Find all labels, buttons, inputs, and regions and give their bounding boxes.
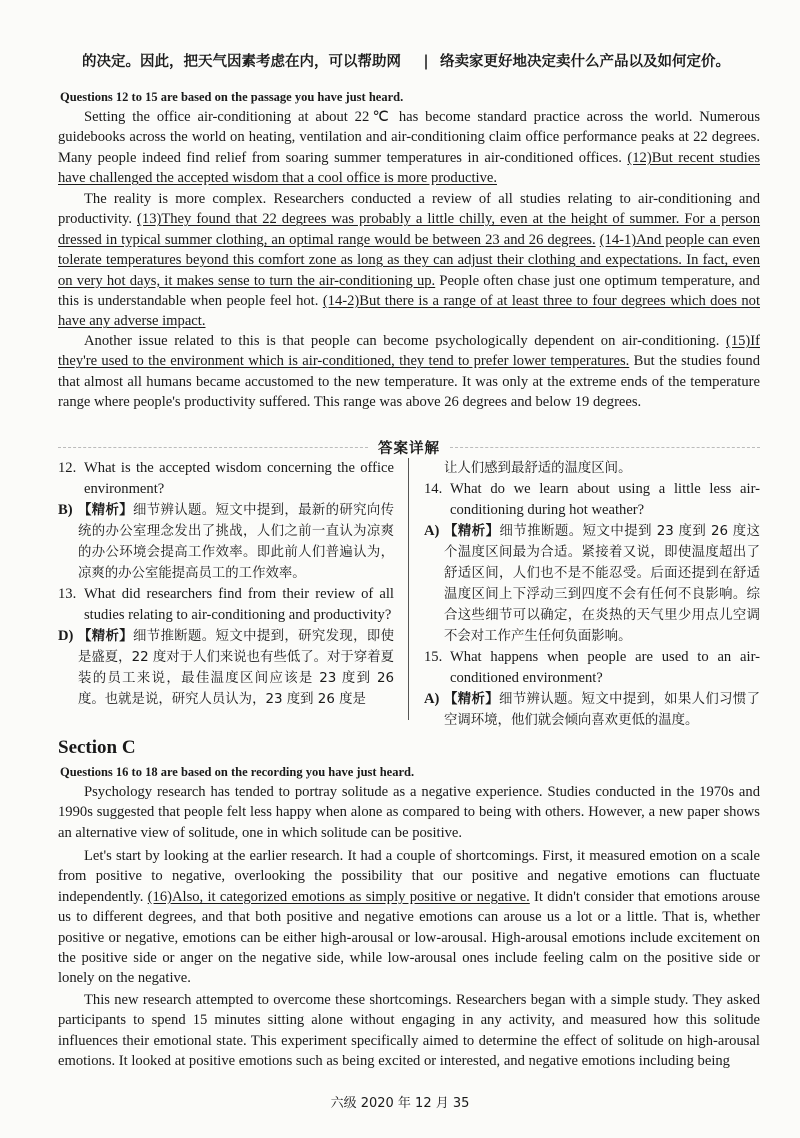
divider-line-right (450, 447, 760, 448)
analysis-text: 细节推断题。短文中提到 23 度到 26 度这个温度区间最为合适。紧接着又说，即使温度超出了舒适区间，人们也不是不能忍受。后面还提到在舒适温度区间上下浮动三到四度不会有任何不良影响。综合这些细节可以确定，在炎热的天气里少用点儿空调不会对工作产生任何负面影响。 (444, 524, 760, 644)
analysis-tag: 【精析】 (444, 524, 500, 539)
question-text: What did researchers find from their review of all studies relating to air-conditioning and productivity? (84, 586, 394, 623)
passage-paragraph-2 (58, 189, 760, 332)
answer-key-12: (12)But recent studies have challenged the accepted wisdom that a cool office is more productive. (58, 149, 760, 187)
p3-s2: But the studies found that almost all humans became accustomed to the new temperature. It was only at the extreme ends of the temperature range where people's productivity suffered. This range was above 26 degrees and below 19 degrees. (58, 353, 760, 411)
top-line-right: 络卖家更好地决定卖什么产品以及如何定价。 (440, 53, 730, 70)
analysis-text: 细节辨认题。短文中提到，如果人们习惯了空调环境，他们就会倾向喜欢更低的温度。 (444, 692, 761, 728)
top-line-separator: | (423, 53, 429, 70)
section-c-heading: Questions 16 to 18 are based on the recording you have just heard. (60, 765, 415, 779)
question-number: 15. (424, 649, 443, 665)
recording-p3-text: This new research attempted to overcome these shortcomings. Researchers began with a simple study. They asked participants to spend 15 minutes sitting alone without engaging in any activity, and measured how this solitude influences their emotional state. This experiment specifically aimed to determine the effect of solitude on high-arousal emotions. It looked at positive emotions such as being excited or interested, and negative emotions including being (58, 992, 760, 1070)
top-line-left: 的决定。因此，把天气因素考虑在内，可以帮助网 (82, 53, 401, 70)
rp2-s1: Let's start by looking at the earlier research. It had a couple of shortcomings. First, it measured emotion on a scale from positive to negative, overlooking the possibility that our positive and negative emotions can fluctuate independently. (58, 848, 760, 905)
question-number: 13. (58, 586, 77, 602)
answer-letter: B) (58, 502, 73, 518)
question-text: What is the accepted wisdom concerning the office environment? (84, 460, 394, 497)
rp2-s2: It didn't consider that emotions arouse us to different degrees, and that both positive and negative emotions can arouse us a lot or a little. That is, whether positive or negative, emotions can be either high-arousal or low-arousal. High-arousal emotions include excitement on the positive side or anger on the negative side, while low-arousal ones include feeling calm on the positive side or lonely on the negative. (58, 888, 760, 987)
analysis-tag: 【精析】 (78, 503, 134, 518)
answer-14 (424, 521, 760, 647)
question-15 (424, 647, 760, 689)
question-text: What do we learn about using a little less air-conditioning during hot weather? (450, 481, 760, 518)
p2-s2: People often chase just one optimum temperature, and this is understandable when people feel hot. (58, 272, 760, 310)
recording-paragraph-1 (58, 782, 760, 843)
recording-paragraph-3 (58, 990, 760, 1072)
passage-paragraph-1 (58, 107, 760, 189)
analysis-tag: 【精析】 (78, 629, 134, 644)
question-12 (58, 458, 394, 500)
answer-12 (58, 500, 394, 584)
p3-s1: Another issue related to this is that people can become psychologically dependent on air-conditioning. (84, 333, 726, 349)
question-14 (424, 479, 760, 521)
analysis-text-continued: 让人们感到最舒适的温度区间。 (444, 461, 632, 476)
answer-section-title: 答案详解 (378, 440, 440, 457)
answer-letter: A) (424, 691, 440, 707)
answer-letter: D) (58, 628, 74, 644)
answer-columns (58, 458, 760, 731)
answer-key-16: (16)Also, it categorized emotions as simply positive or negative. (147, 888, 530, 905)
answer-letter: A) (424, 523, 440, 539)
divider-line-left (58, 447, 368, 448)
section-c-title: Section C (58, 737, 136, 758)
answer-key-14-2: (14-2)But there is a range of at least three to four degrees which does not have any adverse impact. (58, 293, 760, 330)
question-number: 14. (424, 481, 443, 497)
answer-13 (58, 626, 394, 710)
answer-column-right (424, 458, 760, 731)
answer-key-13: (13)They found that 22 degrees was probably a little chilly, even at the height of summer. For a person dressed in typical summer clothing, an optimal range would be between 23 and 26 degrees. (58, 211, 761, 248)
p1-text: Setting the office air-conditioning at about 22℃ has become standard practice across the world. Numerous guidebooks across the world on heating, ventilation and air-conditioning claim office performance peaks at 22 degrees. Many people indeed find relief from soaring summer temperatures in air-conditioned offices. (58, 109, 760, 166)
answer-column-left (58, 458, 394, 731)
analysis-text: 细节辨认题。短文中提到，最新的研究向传统的办公室理念发出了挑战，人们之前一直认为凉爽的办公环境会提高工作效率。即此前人们普遍认为，凉爽的办公室能提高员工的工作效率。 (78, 503, 395, 581)
answer-13-continued (424, 458, 760, 479)
p2-s1: The reality is more complex. Researchers conducted a review of all studies relating to air-conditioning and productivity. (58, 191, 760, 228)
section-b-heading: Questions 12 to 15 are based on the passage you have just heard. (60, 90, 404, 104)
answer-15 (424, 689, 760, 731)
recording-p1-text: Psychology research has tended to portray solitude as a negative experience. Studies conducted in the 1970s and 1990s suggested that people felt less happy when alone as compared to being with others. However, a new paper shows an alternative view of solitude, one in which solitude can be positive. (58, 784, 760, 841)
top-line (82, 52, 732, 72)
question-text: What happens when people are used to an air-conditioned environment? (450, 649, 760, 686)
answer-key-14-1: (14-1)And people can even tolerate temperatures beyond this comfort zone as long as they can adjust their clothing and expectations. In fact, even on very hot days, it makes sense to turn the air-conditioning up. (58, 231, 760, 289)
answer-key-15: (15)If they're used to the environment which is air-conditioned, they tend to prefer lower temperatures. (58, 333, 760, 370)
page-footer: 六级 2020 年 12 月 35 (330, 1096, 470, 1111)
analysis-text: 细节推断题。短文中提到，研究发现，即使是盛夏，22 度对于人们来说也有些低了。对于穿着夏装的员工来说，最佳温度区间应该是 23 度到 26 度。也就是说，研究人员认为，23 度到 26 度是 (78, 629, 395, 707)
recording-paragraph-2 (58, 846, 760, 989)
question-13 (58, 584, 394, 626)
answer-section-divider (58, 437, 760, 457)
question-number: 12. (58, 460, 77, 476)
analysis-tag: 【精析】 (444, 692, 500, 707)
passage-paragraph-3 (58, 331, 760, 413)
